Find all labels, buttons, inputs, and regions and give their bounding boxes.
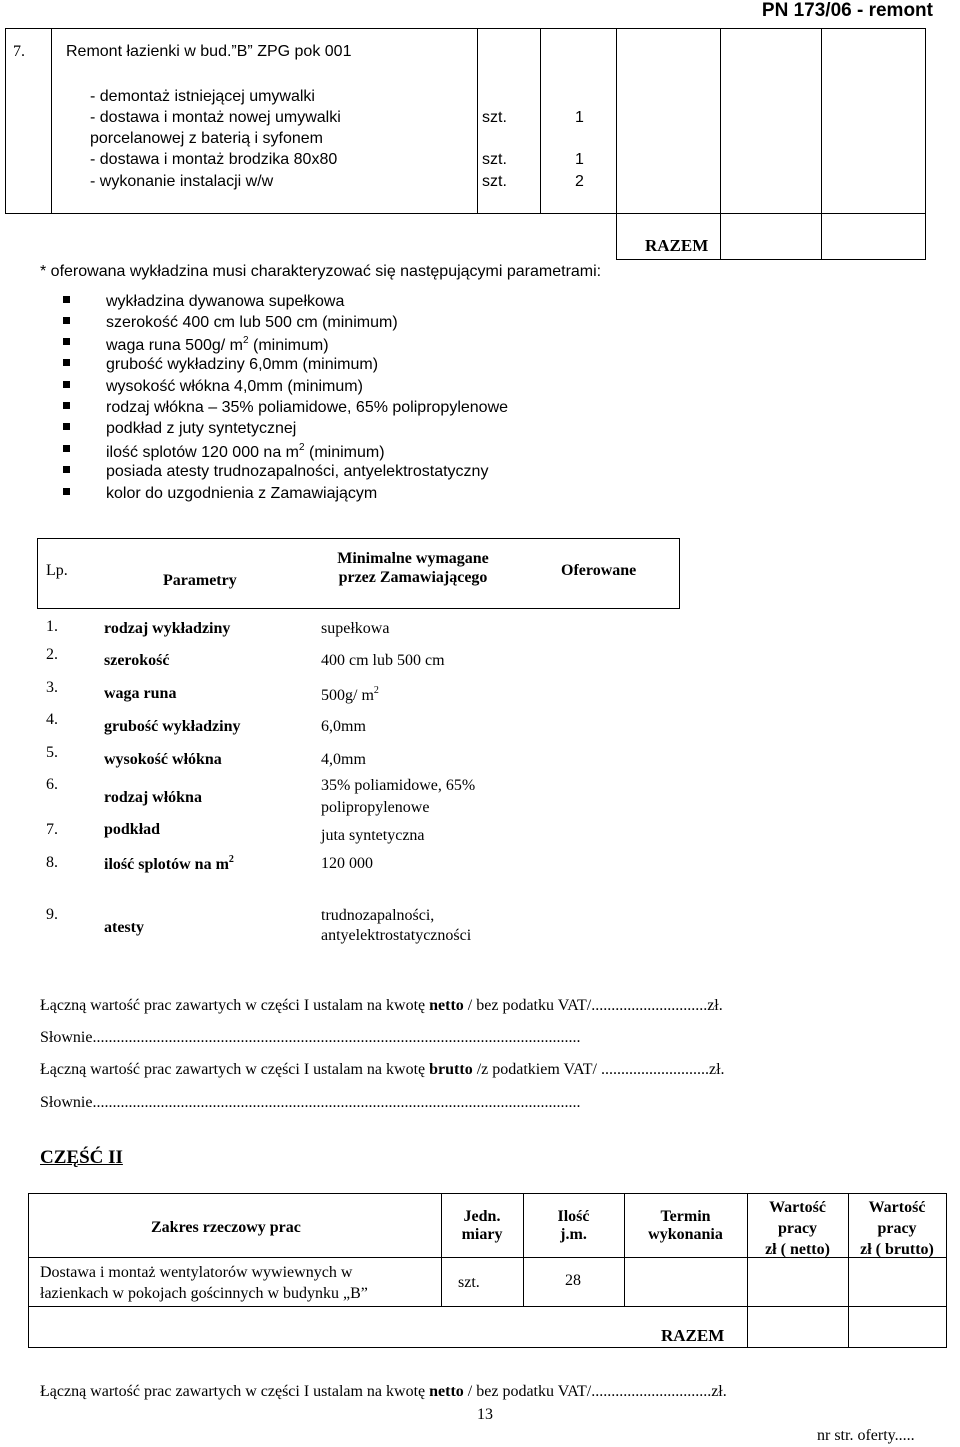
row-lp: 3.: [46, 679, 58, 696]
spec-item: ilość splotów 120 000 na $m^2$ (minimum): [106, 442, 385, 461]
offer-page-note: nr str. oferty.....: [817, 1427, 915, 1444]
section7-number: 7.: [13, 43, 25, 60]
page-number: 13: [477, 1406, 493, 1423]
spec-item: kolor do uzgodnienia z Zamawiającym: [106, 485, 378, 502]
col-header-offered: Oferowane: [561, 562, 637, 579]
col-header-qty: Ilość j.m.: [557, 1208, 590, 1243]
row-min-value: 120 000: [321, 855, 373, 872]
spec-item: podkład z juty syntetycznej: [106, 420, 297, 437]
item-qty: 1: [575, 109, 584, 126]
col-header-term: Termin wykonania: [648, 1208, 723, 1243]
bullet-icon: [63, 338, 70, 345]
bullet-icon: [63, 445, 70, 452]
row-min-value: supełkowa: [321, 620, 390, 637]
row-min-value: 4,0mm: [321, 751, 366, 768]
item-unit: szt.: [482, 109, 507, 126]
row-unit: szt.: [458, 1274, 480, 1291]
item-qty: 2: [575, 173, 584, 190]
bullet-icon: [63, 423, 70, 430]
bullet-icon: [63, 381, 70, 388]
row-param: szerokość: [104, 652, 170, 669]
col-header-unit: Jedn. miary: [461, 1208, 503, 1243]
bullet-icon: [63, 466, 70, 473]
spec-item: wykładzina dywanowa supełkowa: [106, 293, 345, 310]
spec-item: rodzaj włókna – 35% poliamidowe, 65% polipropylenowe: [106, 399, 509, 416]
col-header-lp: Lp.: [46, 562, 68, 579]
row-param: rodzaj wykładziny: [104, 620, 231, 637]
row-description: Dostawa i montaż wentylatorów wywiewnych w łazienkach w pokojach gościnnych w budynku „B”: [40, 1264, 368, 1302]
row-param: waga runa: [104, 685, 177, 702]
row-param: rodzaj włókna: [104, 789, 202, 806]
row-lp: 5.: [46, 744, 58, 761]
col-header-gross-value: Wartość pracy zł ( brutto): [860, 1199, 934, 1258]
spec-item: posiada atesty trudnozapalności, antyelektrostatyczny: [106, 463, 489, 480]
bullet-icon: [63, 488, 70, 495]
row-param: atesty: [104, 919, 144, 936]
row-min-value: 35% poliamidowe, 65% polipropylenowe: [321, 777, 476, 816]
row-param: podkład: [104, 821, 161, 838]
list-item: - dostawa i montaż brodzika 80x80: [90, 151, 338, 168]
item-unit: szt.: [482, 151, 507, 168]
spec-intro: * oferowana wykładzina musi charakteryzować się następującymi parametrami:: [40, 263, 602, 280]
col-header-minimum: Minimalne wymagane przez Zamawiającego: [337, 550, 489, 586]
row-min-value: 500g/ $m^2$: [321, 685, 379, 704]
row-lp: 9.: [46, 906, 58, 923]
row-lp: 7.: [46, 821, 58, 838]
list-item: - demontaż istniejącej umywalki: [90, 88, 315, 105]
bullet-icon: [63, 402, 70, 409]
col-header-parameters: Parametry: [163, 572, 237, 589]
section7-total-label: RAZEM: [645, 236, 709, 255]
item-qty: 1: [575, 151, 584, 168]
row-lp: 4.: [46, 711, 58, 728]
part2-title: CZĘŚĆ II: [40, 1147, 123, 1168]
slownie-line: Słownie..........................................................................................................................: [40, 1029, 581, 1046]
row-lp: 1.: [46, 618, 58, 635]
row-lp: 8.: [46, 854, 58, 871]
list-item: - wykonanie instalacji w/w: [90, 173, 274, 190]
row-param: wysokość włókna: [104, 751, 222, 768]
row-lp: 2.: [46, 646, 58, 663]
row-min-value: 400 cm lub 500 cm: [321, 652, 445, 669]
list-item: - dostawa i montaż nowej umywalki: [90, 109, 341, 126]
row-lp: 6.: [46, 776, 58, 793]
list-item: porcelanowej z baterią i syfonem: [90, 130, 324, 147]
bullet-icon: [63, 296, 70, 303]
row-qty: 28: [565, 1272, 581, 1289]
section7-title: Remont łazienki w bud.”B” ZPG pok 001: [66, 43, 352, 60]
page-header: PN 173/06 - remont: [761, 0, 933, 21]
part2-total-label: RAZEM: [661, 1326, 725, 1345]
netto-line-part2: Łączną wartość prac zawartych w części I ustalam na kwotę netto / bez podatku VAT/..............................zł.: [40, 1383, 727, 1400]
spec-item: szerokość 400 cm lub 500 cm (minimum): [106, 314, 398, 331]
bullet-icon: [63, 317, 70, 324]
bullet-icon: [63, 359, 70, 366]
row-param: ilość splotów na $m^2$: [104, 854, 234, 873]
row-min-value: 6,0mm: [321, 718, 366, 735]
slownie-line: Słownie..........................................................................................................................: [40, 1094, 581, 1111]
netto-line: Łączną wartość prac zawartych w części I ustalam na kwotę netto / bez podatku VAT/.............................zł.: [40, 997, 723, 1014]
brutto-line: Łączną wartość prac zawartych w części I ustalam na kwotę brutto /z podatkiem VAT/ ...........................zł.: [40, 1061, 725, 1078]
col-header-net-value: Wartość pracy zł ( netto): [765, 1199, 830, 1258]
item-unit: szt.: [482, 173, 507, 190]
row-param: grubość wykładziny: [104, 718, 241, 735]
row-min-value: trudnozapalności, antyelektrostatyczności: [321, 907, 472, 944]
spec-item: waga runa 500g/ $m^2$ (minimum): [106, 335, 329, 354]
col-header-scope: Zakres rzeczowy prac: [151, 1219, 301, 1236]
spec-item: grubość wykładziny 6,0mm (minimum): [106, 356, 379, 373]
row-min-value: juta syntetyczna: [321, 827, 425, 844]
spec-item: wysokość włókna 4,0mm (minimum): [106, 378, 363, 395]
